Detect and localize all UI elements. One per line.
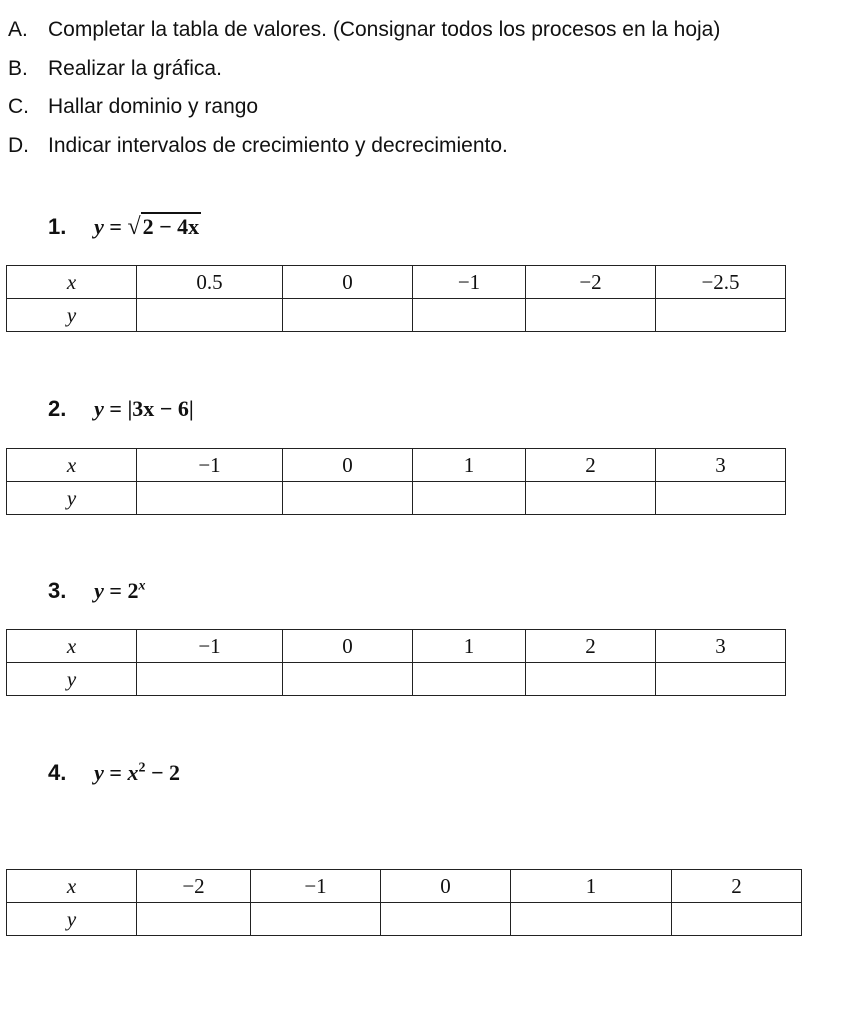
sqrt-icon: √: [127, 214, 141, 240]
table-row: [7, 870, 802, 903]
table-row: [7, 299, 786, 332]
values-table-2: [6, 448, 786, 515]
y-cell[interactable]: [413, 482, 526, 515]
instruction-d: [8, 134, 508, 158]
x-value: −2: [526, 266, 656, 299]
table-row: [7, 482, 786, 515]
equation-lhs: y: [94, 760, 104, 785]
problem-4-title: [48, 760, 180, 786]
y-cell[interactable]: [656, 299, 786, 332]
y-cell[interactable]: [526, 299, 656, 332]
problem-1-title: [48, 214, 201, 241]
x-value: 2: [526, 449, 656, 482]
problem-3-title: [48, 578, 145, 604]
y-cell[interactable]: [526, 482, 656, 515]
problem-number: 2.: [48, 396, 67, 421]
x-label: x: [7, 449, 137, 482]
instruction-a: [8, 18, 720, 42]
values-table-4: [6, 869, 802, 936]
table-row: [7, 449, 786, 482]
x-label: x: [7, 266, 137, 299]
x-value: 0: [283, 630, 413, 663]
x-value: 1: [413, 449, 526, 482]
y-label: y: [7, 663, 137, 696]
values-table-3: [6, 629, 786, 696]
equation-equals: =: [109, 760, 122, 785]
y-cell[interactable]: [526, 663, 656, 696]
instruction-text: Completar la tabla de valores. (Consignar todos los procesos en la hoja): [48, 18, 721, 41]
sqrt-radicand: 2 − 4x: [142, 214, 200, 239]
y-label: y: [7, 903, 137, 936]
instruction-letter: C.: [8, 95, 29, 118]
equation-equals: =: [109, 578, 122, 603]
instruction-letter: D.: [8, 134, 29, 157]
y-cell[interactable]: [283, 299, 413, 332]
problem-number: 3.: [48, 578, 67, 603]
instruction-text: Indicar intervalos de crecimiento y decrecimiento.: [48, 134, 508, 157]
y-cell[interactable]: [137, 903, 251, 936]
problem-2-title: [48, 396, 194, 422]
x-value: −2.5: [656, 266, 786, 299]
x-value: −1: [251, 870, 381, 903]
y-label: y: [7, 299, 137, 332]
y-cell[interactable]: [656, 482, 786, 515]
equation-equals: =: [109, 396, 122, 421]
x-value: 0: [283, 449, 413, 482]
table-row: [7, 663, 786, 696]
values-table-1: [6, 265, 786, 332]
table-row: [7, 630, 786, 663]
y-cell[interactable]: [511, 903, 672, 936]
equation-base: 2: [127, 578, 139, 603]
problem-number: 1.: [48, 214, 67, 239]
instruction-c: [8, 95, 258, 119]
instruction-text: Realizar la gráfica.: [48, 57, 222, 80]
y-cell[interactable]: [283, 482, 413, 515]
equation-lhs: y: [94, 578, 104, 603]
x-value: 1: [413, 630, 526, 663]
x-value: −1: [137, 449, 283, 482]
x-value: 3: [656, 449, 786, 482]
equation-exponent: 2: [138, 760, 146, 776]
instruction-letter: A.: [8, 18, 28, 41]
y-cell[interactable]: [672, 903, 802, 936]
equation-base: x: [127, 760, 139, 785]
y-cell[interactable]: [137, 482, 283, 515]
x-value: −1: [413, 266, 526, 299]
x-value: 0.5: [137, 266, 283, 299]
instruction-letter: B.: [8, 57, 28, 80]
problem-number: 4.: [48, 760, 67, 785]
x-label: x: [7, 870, 137, 903]
instruction-b: [8, 57, 222, 81]
instruction-text: Hallar dominio y rango: [48, 95, 259, 118]
y-cell[interactable]: [656, 663, 786, 696]
y-label: y: [7, 482, 137, 515]
sqrt-expression: [127, 214, 201, 241]
y-cell[interactable]: [283, 663, 413, 696]
equation-exponent: x: [138, 578, 146, 594]
y-cell[interactable]: [137, 299, 283, 332]
equation-lhs: y: [94, 214, 104, 239]
equation-rhs: |3x − 6|: [127, 396, 194, 421]
x-label: x: [7, 630, 137, 663]
equation-lhs: y: [94, 396, 104, 421]
y-cell[interactable]: [381, 903, 511, 936]
x-value: −1: [137, 630, 283, 663]
y-cell[interactable]: [251, 903, 381, 936]
table-row: [7, 266, 786, 299]
y-cell[interactable]: [137, 663, 283, 696]
x-value: −2: [137, 870, 251, 903]
x-value: 2: [672, 870, 802, 903]
equation-equals: =: [109, 214, 122, 239]
equation-tail: − 2: [150, 760, 180, 785]
x-value: 3: [656, 630, 786, 663]
x-value: 0: [381, 870, 511, 903]
table-row: [7, 903, 802, 936]
y-cell[interactable]: [413, 299, 526, 332]
x-value: 2: [526, 630, 656, 663]
y-cell[interactable]: [413, 663, 526, 696]
x-value: 1: [511, 870, 672, 903]
x-value: 0: [283, 266, 413, 299]
